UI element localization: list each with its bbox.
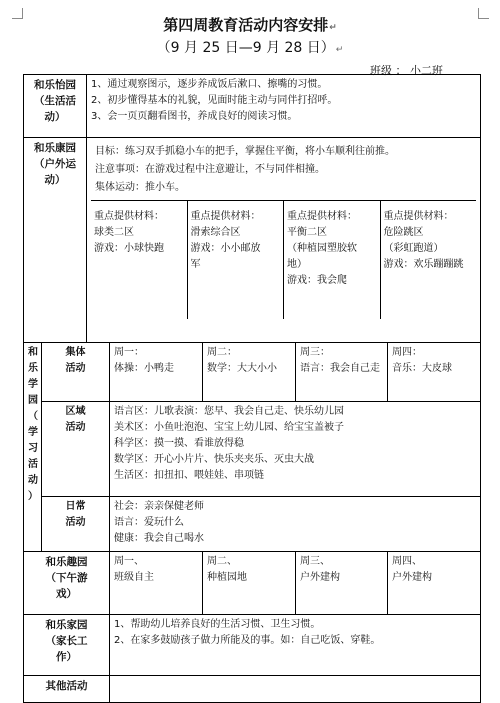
page-title: 第四周教育活动内容安排↵ [163, 16, 337, 34]
home-section-label: 和乐家园 （家长工 作） [24, 615, 110, 676]
routine-activities [110, 497, 481, 552]
class-label: 班级 ： 小二班 [370, 64, 443, 77]
study-section-label: 和 乐 学 园 （ 学 习 活 动 ） [24, 343, 42, 552]
zone-item: 生活区：扣扭扣、喂娃娃、串项链 [114, 470, 264, 481]
collective-label: 集体 活动 [42, 343, 110, 402]
collective-day-2: 周二： 数学：大大小小 [203, 343, 296, 402]
life-item: 2、初步懂得基本的礼貌，见面时能主动与同伴打招呼。 [91, 95, 338, 106]
home-item: 1、帮助幼儿培养良好的生活习惯、卫生习惯。 [114, 619, 321, 630]
collective-day-4: 周四： 音乐：大皮球 [388, 343, 481, 402]
zone-item: 科学区：摸一摸、看谁放得稳 [114, 438, 244, 449]
home-activities [110, 615, 481, 676]
life-item: 1、通过观察图示，逐步养成饭后漱口、擦嘴的习惯。 [91, 79, 328, 90]
routine-item: 语言：爱玩什么 [114, 517, 184, 528]
outdoor-goal: 目标：练习双手抓稳小车的把手，掌握住平衡，将小车顺利往前推。 注意事项：在游戏过程中注意避让，不与同伴相撞。 集体运动：推小车。 [95, 146, 395, 193]
home-item: 2、在家多鼓励孩子做力所能及的事。如：自己吃饭、穿鞋。 [114, 635, 381, 646]
routine-item: 健康：我会自己喝水 [114, 533, 204, 544]
zone-item: 美术区：小鱼吐泡泡、宝宝上幼儿园、给宝宝盖被子 [114, 422, 344, 433]
play-day-3: 周三、 户外建构 [296, 552, 388, 615]
life-activities [87, 75, 481, 138]
routine-label: 日常 活动 [42, 497, 110, 552]
schedule-table [23, 74, 481, 703]
collective-day-3: 周三： 语言：我会自己走 [296, 343, 388, 402]
outdoor-activities [87, 138, 481, 343]
zone-activities [110, 402, 481, 497]
outdoor-section-label: 和乐康园 （户外运 动） [24, 138, 87, 343]
outdoor-area-3: 重点提供材料： 平衡二区 （种植园塑胶软 地） 游戏：我会爬 [283, 201, 380, 319]
other-section-label: 其他活动 [24, 676, 110, 703]
life-item: 3、会一页页翻看图书，养成良好的阅读习惯。 [91, 111, 298, 122]
other-activities [110, 676, 481, 703]
play-day-4: 周四、 户外建构 [388, 552, 481, 615]
outdoor-area-1: 重点提供材料： 球类二区 游戏：小球快跑 [94, 211, 164, 254]
routine-item: 社会：亲亲保健老师 [114, 501, 204, 512]
play-section-label: 和乐趣园 （下午游 戏） [24, 552, 110, 615]
zone-item: 数学区：开心小片片、快乐夹夹乐、灭虫大战 [114, 454, 314, 465]
date-range: （9 月 25 日—9 月 28 日）↵ [156, 40, 344, 56]
play-day-2: 周二、 种植园地 [203, 552, 296, 615]
life-section-label: 和乐怡园 （生活活 动） [24, 75, 87, 138]
play-day-1: 周一、 班级自主 [110, 552, 203, 615]
outdoor-area-2: 重点提供材料： 滑索综合区 游戏：小小邮放 军 [187, 201, 284, 319]
zone-item: 语言区：儿歌表演：您早、我会自己走、快乐幼儿园 [114, 406, 344, 417]
outdoor-area-4: 重点提供材料： 危险跳区 （彩虹跑道） 游戏：欢乐蹦蹦跳 [380, 201, 477, 319]
outdoor-areas [91, 200, 476, 319]
zones-label: 区域 活动 [42, 402, 110, 497]
collective-day-1: 周一： 体操：小鸭走 [110, 343, 203, 402]
